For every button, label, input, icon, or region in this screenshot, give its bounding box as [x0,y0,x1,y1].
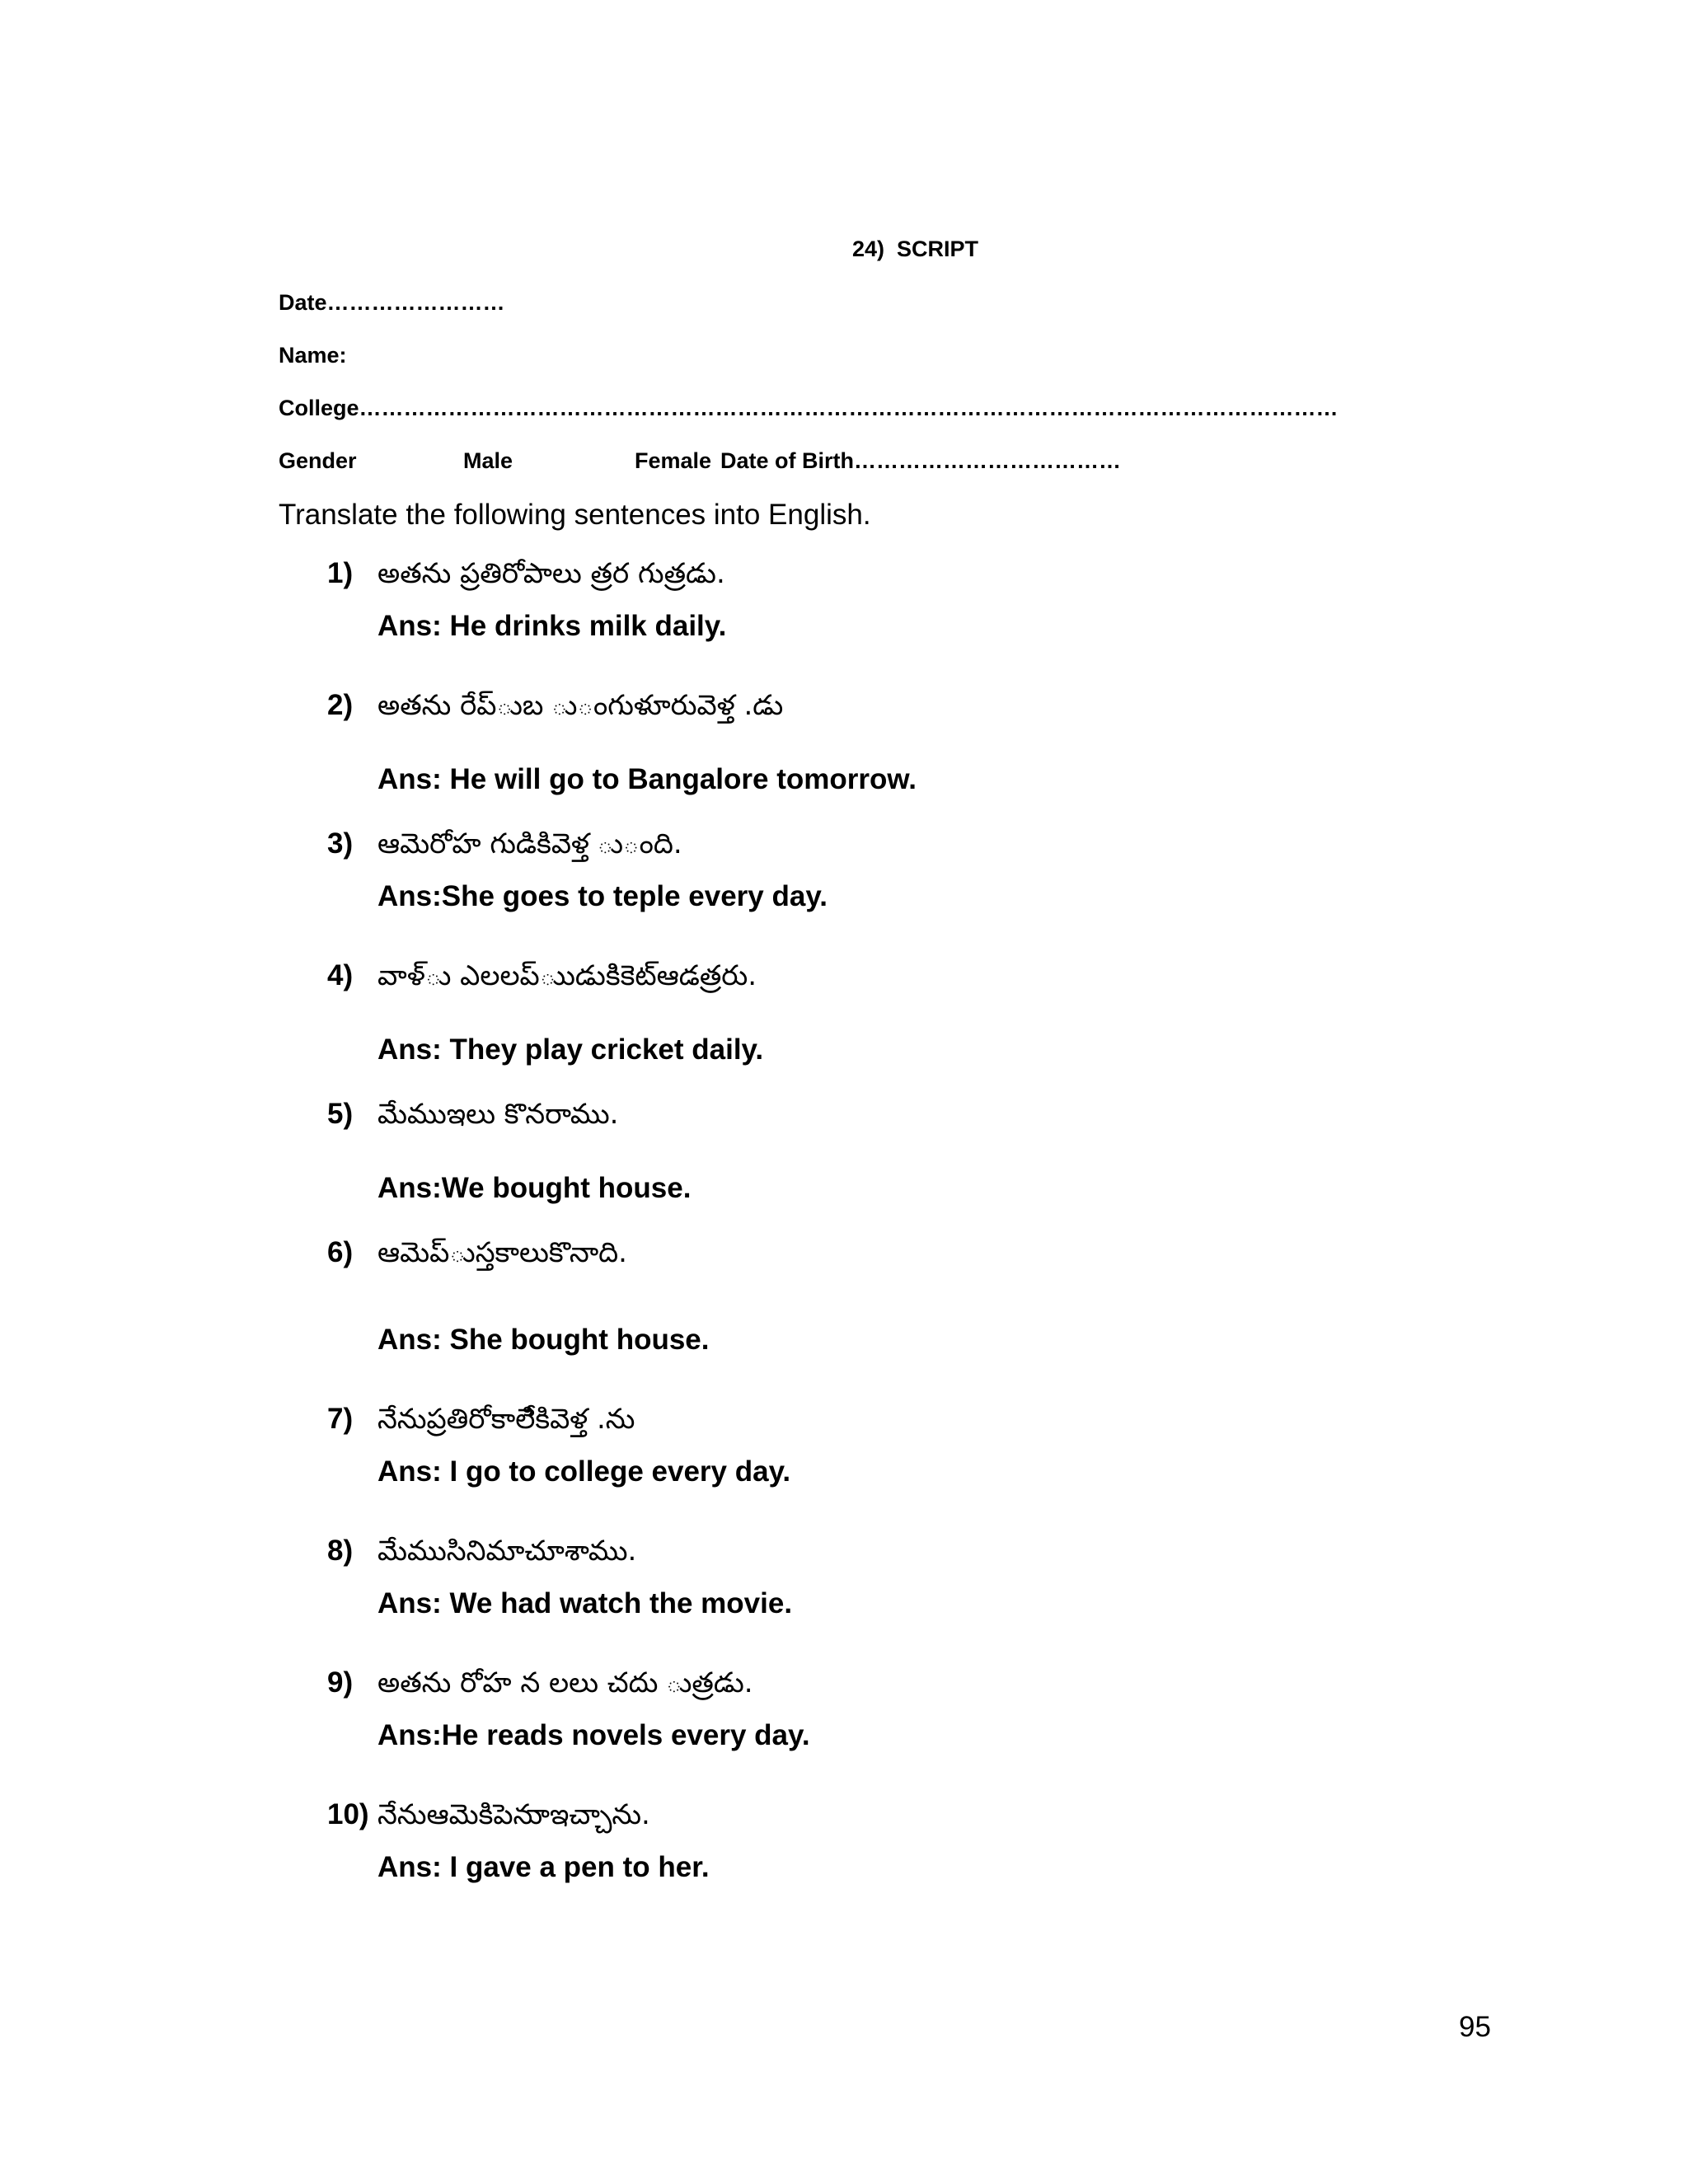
date-of-birth-label: Date of Birth……………………………… [720,448,1121,473]
question-number: 4) [327,959,354,991]
question-number: 10) [327,1798,369,1830]
telugu-sentence: అతను రేప్ుబ ు◌ంగుళూరువెళ్త .డు [377,689,784,722]
answer-text: Ans: She bought house. [377,1324,710,1356]
telugu-sentence: మేముసినిమాచూశాము. [377,1535,637,1568]
question-number: 5) [327,1098,354,1130]
question-number: 7) [327,1403,354,1435]
question-number: 3) [327,827,354,860]
telugu-sentence: ఆమెప్ుస్తకాలుకొనాది. [377,1236,627,1269]
answer-text: Ans:We bought house. [377,1172,692,1204]
telugu-sentence: నేనుప్రతిరోకాలేికివెళ్త .ను [377,1403,635,1436]
answer-text: Ans:He reads novels every day. [377,1719,810,1751]
gender-label: Gender [279,448,357,473]
page-number: 95 [1459,2011,1491,2043]
telugu-sentence: నేనుఆమెకిపెనుాఇచ్చాను. [377,1798,650,1831]
page-title: 24) SCRIPT [852,237,979,261]
telugu-sentence: మేముఇలు కొనరాము. [377,1098,619,1131]
answer-text: Ans: We had watch the movie. [377,1587,793,1619]
question-number: 9) [327,1666,354,1699]
telugu-sentence: అతను ప్రతిరోపాలు త్రర గుత్రడు. [377,557,725,590]
instruction-text: Translate the following sentences into English. [279,499,871,531]
date-field-label: Date…………………… [279,290,505,315]
name-field-label: Name: [279,343,347,368]
telugu-sentence: వాళ్ు ఎలలప్ుుడుకిికెట్ఆడత్రరు. [377,959,757,992]
answer-text: Ans: I gave a pen to her. [377,1851,710,1883]
question-number: 8) [327,1535,354,1567]
answer-text: Ans:She goes to teple every day. [377,880,828,912]
answer-text: Ans: He drinks milk daily. [377,610,727,642]
telugu-sentence: అతను రోహ న లలు చదు ుత్రడు. [377,1666,753,1699]
college-field-label: College…………………………………………………………………………………………………………………… [279,396,1339,420]
question-number: 1) [327,557,354,589]
answer-text: Ans: I go to college every day. [377,1455,791,1488]
answer-text: Ans: They play cricket daily. [377,1033,764,1066]
gender-option-female: Female [635,448,712,473]
question-number: 2) [327,689,354,721]
answer-text: Ans: He will go to Bangalore tomorrow. [377,763,917,795]
telugu-sentence: ఆమెరోహ గుడికివెళ్త ు◌ంది. [377,827,682,860]
gender-option-male: Male [463,448,513,473]
question-number: 6) [327,1236,354,1268]
